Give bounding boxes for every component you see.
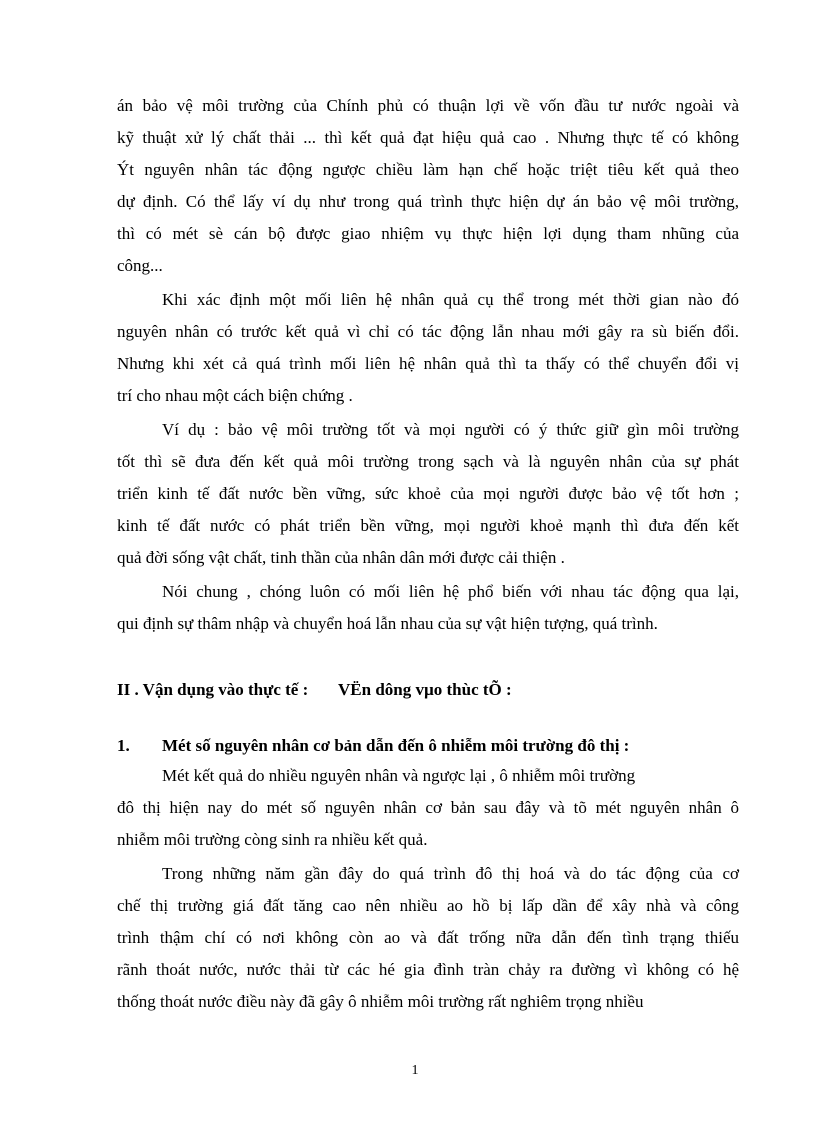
body-text-line: dự định. Có thể lấy ví dụ như trong quá trình thực hiện dự án bảo vệ môi trường, xyxy=(117,192,739,211)
subsection-title: Mét số nguyên nhân cơ bản dẫn đến ô nhiễm môi trường đô thị : xyxy=(162,736,630,755)
body-text-line: nguyên nhân có trước kết quả vì chỉ có tác động lẫn nhau mới gây ra sù biến đổi. xyxy=(117,322,739,341)
body-text-line: Mét kết quả do nhiều nguyên nhân và ngược lại , ô nhiễm môi trường xyxy=(162,766,636,785)
body-text-line: quả đời sống vật chất, tinh thần của nhân dân mới được cải thiện . xyxy=(117,548,565,567)
body-text-line: án bảo vệ môi trường của Chính phủ có thuận lợi về vốn đầu tư nước ngoài và xyxy=(117,96,739,115)
section-heading xyxy=(117,680,717,702)
body-text-line: rãnh thoát nước, nước thải từ các hé gia đình tràn chảy ra đường vì không có hệ xyxy=(117,960,739,979)
body-text-line: Nói chung , chóng luôn có mối liên hệ phổ biến với nhau tác động qua lại, xyxy=(162,582,739,601)
body-text-line: nhiễm môi trường còng sinh ra nhiều kết quả. xyxy=(117,830,428,849)
body-text-line: thống thoát nước điều này đã gây ô nhiễm môi trường rất nghiêm trọng nhiều xyxy=(117,992,644,1011)
body-text-line: kỹ thuật xử lý chất thải ... thì kết quả đạt hiệu quả cao . Nhưng thực tế có không xyxy=(117,128,739,147)
body-text-line: kinh tế đất nước có phát triển bền vững, mọi người khoẻ mạnh thì đưa đến kết xyxy=(117,516,739,535)
body-text-line: Khi xác định một mối liên hệ nhân quả cụ thể trong mét thời gian nào đó xyxy=(162,290,739,309)
body-text-line: tốt thì sẽ đưa đến kết quả môi trường trong sạch và là nguyên nhân của sự phát xyxy=(117,452,739,471)
body-text-line: trí cho nhau một cách biện chứng . xyxy=(117,386,353,405)
section-heading-label: II . Vận dụng vào thực tế : xyxy=(117,680,309,699)
body-text-line: Trong những năm gần đây do quá trình đô thị hoá và do tác động của cơ xyxy=(162,864,739,883)
body-text-line: đô thị hiện nay do mét số nguyên nhân cơ bản sau đây và tõ mét nguyên nhân ô xyxy=(117,798,739,817)
body-text-line: Nhưng khi xét cả quá trình mối liên hệ nhân quả thì ta thấy có thể chuyển đổi vị xyxy=(117,354,739,373)
body-text-line: công... xyxy=(117,256,163,275)
body-text-line: qui định sự thâm nhập và chuyển hoá lẫn nhau của sự vật hiện tượng, quá trình. xyxy=(117,614,658,633)
subsection-heading xyxy=(117,736,739,758)
body-text-line: triển kinh tế đất nước bền vững, sức khoẻ của mọi người được bảo vệ tốt hơn ; xyxy=(117,484,739,503)
body-text-line: Ýt nguyên nhân tác động ngược chiều làm hạn chế hoặc triệt tiêu kết quả theo xyxy=(117,160,739,179)
body-text-line: thì có mét sè cán bộ được giao nhiệm vụ thực hiện lợi dụng tham nhũng của xyxy=(117,224,739,243)
body-text-line: Ví dụ : bảo vệ môi trường tốt và mọi người có ý thức giữ gìn môi trường xyxy=(162,420,739,439)
page-number: 1 xyxy=(411,1063,419,1078)
body-text-line: chế thị trường giá đất tăng cao nên nhiều ao hồ bị lấp dần để xây nhà và công xyxy=(117,896,739,915)
body-text-line: trình thậm chí có nơi không còn ao và đất trống nữa dẫn đến tình trạng thiếu xyxy=(117,928,739,947)
subsection-number: 1. xyxy=(117,736,130,755)
section-heading-garbled: VËn dông vµo thùc tÕ : xyxy=(338,680,512,699)
